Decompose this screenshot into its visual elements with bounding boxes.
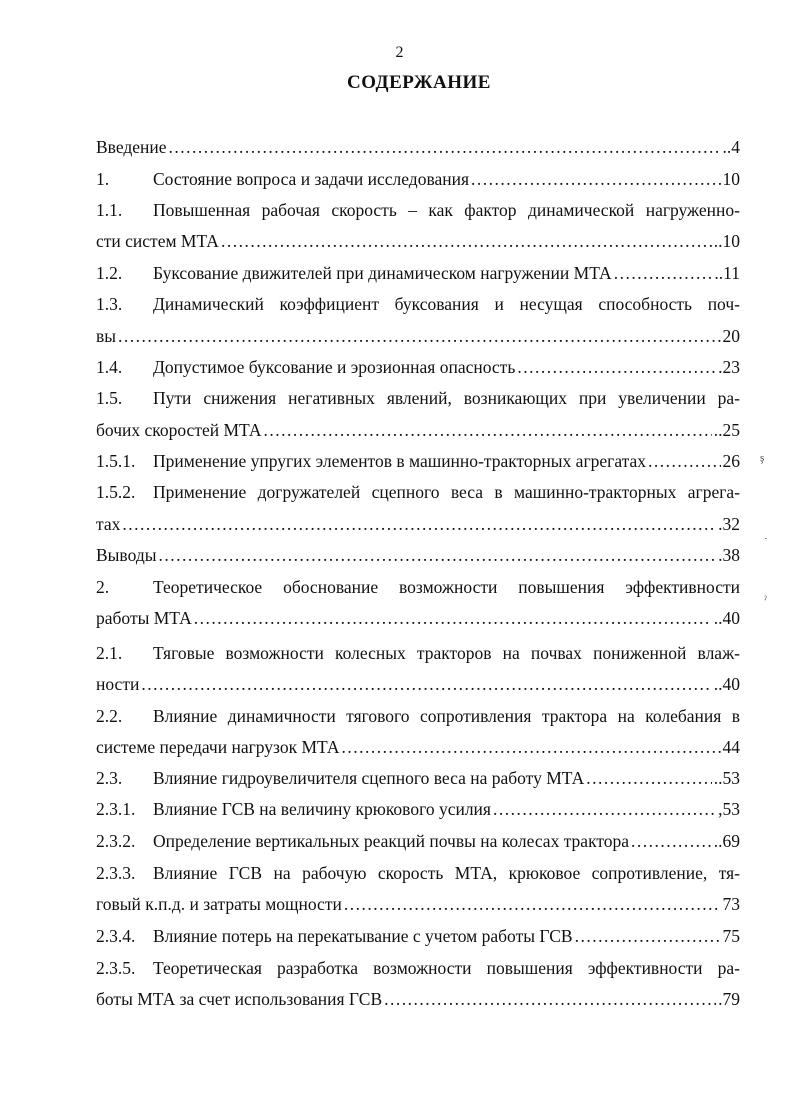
toc-leader [493,798,716,820]
toc-leader [631,830,712,852]
toc-entry-title: Состояние вопроса и задачи исследования [153,169,470,189]
toc-leader [158,544,716,566]
toc-entry-title-cont: ности [96,674,140,694]
toc-entry-continuation [96,230,740,252]
toc-entry [96,925,740,947]
toc-entry-title-cont: бочих скоростей МТА [96,420,262,440]
toc-entry-title: Теоретическое обоснование возможности повышения эффективности [153,577,740,597]
toc-entry [96,798,740,820]
toc-page-number: 20 [722,326,740,346]
toc-leader [194,607,712,629]
toc-page-number: 44 [722,737,740,757]
toc-entry-number: 2.1. [96,643,123,663]
toc-entry-number: 1.2. [96,263,123,283]
toc-leader [344,893,721,915]
toc-entry [96,481,740,503]
toc-entry [96,830,740,852]
toc-page-number: .38 [718,545,740,565]
toc-entry-number: 2. [96,577,110,597]
toc-entry-continuation [96,893,740,915]
toc-entry-number: 1.3. [96,294,123,314]
toc-page-number: ..53 [713,768,740,788]
toc-entry-continuation [96,513,740,535]
toc-entry [96,957,740,979]
toc-entry [96,450,740,472]
toc-entry-title: Влияние ГСВ на рабочую скорость МТА, крюковое сопротивление, тя- [153,863,740,883]
toc-entry-title: Влияние потерь на перекатывание с учетом работы ГСВ [153,926,573,946]
toc-leader [264,419,712,441]
toc-entry [96,136,740,158]
toc-entry [96,862,740,884]
toc-entry-title: Применение упругих элементов в машинно-тракторных агрегатах [153,451,647,471]
toc-entry-title: Влияние ГСВ на величину крюкового усилия [153,799,491,819]
toc-page-number: ..40 [713,608,740,628]
toc-entry-title: Влияние динамичности тягового сопротивления трактора на колебания в [153,706,740,726]
page-number: 2 [395,44,404,61]
toc-entry-title-cont: работы МТА [96,608,192,628]
toc-page-number: .23 [718,357,740,377]
toc-entry [96,544,740,566]
toc-entry-number: 2.3.3. [96,863,136,883]
toc-entry-title-cont: тах [96,514,121,534]
toc-leader [586,767,712,789]
toc-page-number: 75 [722,926,740,946]
toc-entry-number: 1.5. [96,388,123,408]
toc-entry-number: 1.1. [96,200,123,220]
toc-entry-title: Применение догружателей сцепного веса в машинно-тракторных агрега- [153,482,740,502]
toc-leader [221,230,712,252]
toc-entry-title: Пути снижения негативных явлений, возникающих при увеличении ра- [153,388,740,408]
toc-entry-number: 2.3.5. [96,958,136,978]
toc-page-number: 73 [722,894,740,914]
toc-page-number: ..25 [713,420,740,440]
toc-entry-title: Допустимое буксование и эрозионная опасность [153,357,516,377]
toc-entry-title-cont: сти систем МТА [96,231,219,251]
toc-entry-title: Тяговые возможности колесных тракторов на почвах пониженной влаж- [153,643,740,663]
toc-entry-continuation [96,988,740,1010]
toc-entry [96,168,740,190]
toc-entry-title: Теоретическая разработка возможности повышения эффективности ра- [153,958,740,978]
toc-entry [96,356,740,378]
toc-leader [575,925,721,947]
toc-entry-title: Влияние гидроувеличителя сцепного веса на работу МТА [153,768,585,788]
toc-entry-continuation [96,736,740,758]
toc-entry [96,199,740,221]
toc-entry-title-cont: боты МТА за счет использования ГСВ [96,989,383,1009]
toc-entry [96,767,740,789]
toc-page-number: ..40 [713,674,740,694]
toc-leader [614,262,713,284]
toc-entry-continuation [96,607,740,629]
scan-speck: ˀ [764,594,767,606]
toc-entry-number: 1.5.2. [96,482,136,502]
toc-entry [96,705,740,727]
toc-entry-title: Введение [96,137,167,157]
toc-entry-continuation [96,325,740,347]
toc-entry-number: 1.5.1. [96,451,136,471]
toc-entry-number: 2.2. [96,706,123,726]
toc-page-number: 10 [722,169,740,189]
toc-page-number: ,53 [718,799,740,819]
toc-leader [342,736,721,758]
toc-entry-title: Повышенная рабочая скорость – как фактор динамической нагруженно- [153,200,740,220]
toc-page-number: ..10 [713,231,740,251]
toc-entry-title-cont: вы [96,326,117,346]
toc-entry [96,387,740,409]
toc-leader [169,136,721,158]
toc-page-number: .79 [718,989,740,1009]
toc-page-number: ..69 [713,831,740,851]
toc-entry-number: 1.4. [96,357,123,377]
toc-entry-title: Динамический коэффициент буксования и несущая способность поч- [153,294,740,314]
toc-leader [384,988,716,1010]
toc-leader [141,673,711,695]
toc-page-number: 26 [722,451,740,471]
toc-entry-title-cont: говый к.п.д. и затраты мощности [96,894,342,914]
toc-entry-number: 2.3.4. [96,926,136,946]
toc-entry-number: 2.3.2. [96,831,136,851]
toc-entry [96,642,740,664]
toc-leader [122,513,716,535]
toc-leader [517,356,716,378]
toc-entry-title-cont: системе передачи нагрузок МТА [96,737,340,757]
toc-entry-title: Выводы [96,545,157,565]
scan-speck: · [764,533,768,545]
toc-leader [648,450,720,472]
toc-entry-continuation [96,419,740,441]
page-title: СОДЕРЖАНИЕ [347,72,491,93]
scan-speck: ş [760,452,765,464]
toc-page-number: .32 [718,514,740,534]
toc-entry-number: 2.3.1. [96,799,136,819]
toc-entry-number: 2.3. [96,768,123,788]
toc-page-number: ..11 [714,263,740,283]
toc-entry-number: 1. [96,169,110,189]
toc-entry-continuation [96,673,740,695]
toc-entry [96,262,740,284]
toc-entry [96,293,740,315]
toc-page-number: ..4 [722,137,740,157]
toc-leader [118,325,720,347]
toc-leader [471,168,720,190]
toc-entry [96,576,740,598]
toc-entry-title: Определение вертикальных реакций почвы на колесах трактора [153,831,630,851]
toc-entry-title: Буксование движителей при динамическом нагружении МТА [153,263,612,283]
